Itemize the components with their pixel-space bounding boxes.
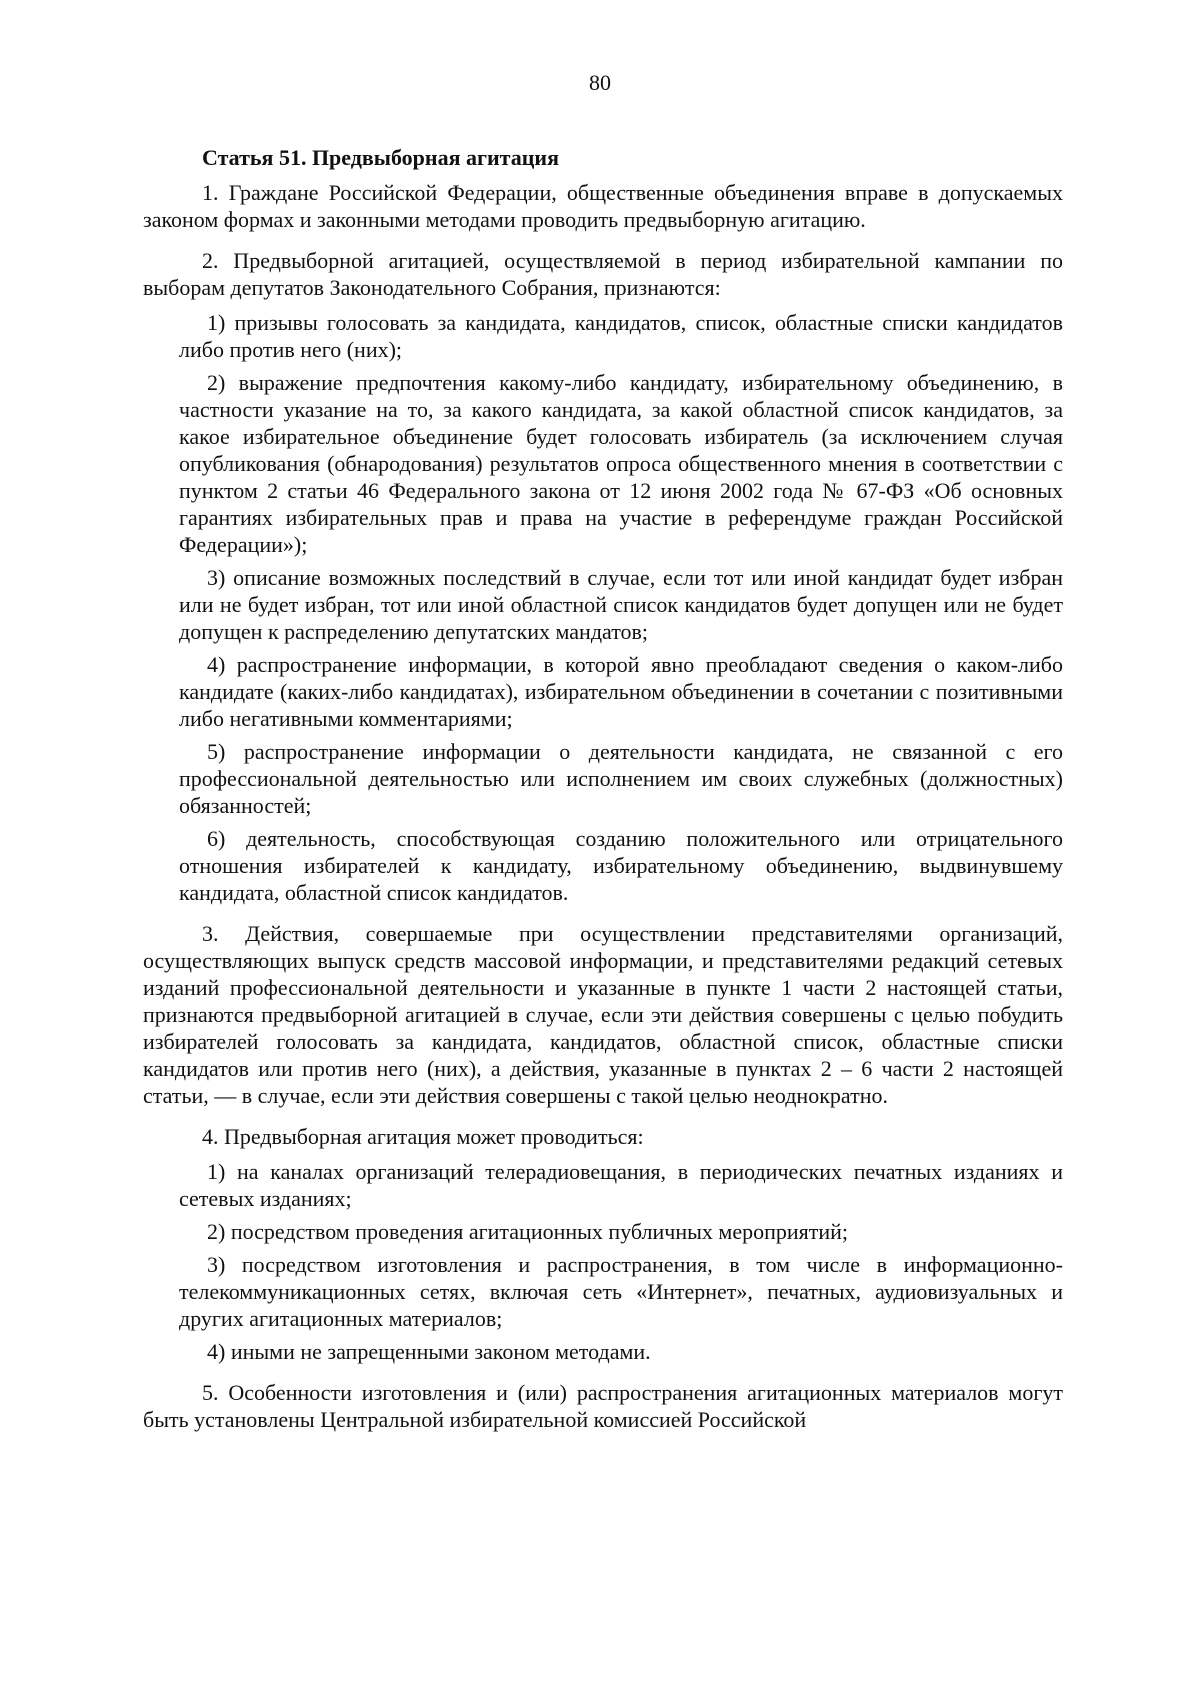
paragraph-2-item-3: 3) описание возможных последствий в случае, если тот или иной кандидат будет избран или не будет избран, тот или иной областной список кандидатов будет допущен или не будет допущен к распределению депутатских мандатов;	[179, 565, 1063, 644]
paragraph-4-item-2: 2) посредством проведения агитационных публичных мероприятий;	[207, 1219, 849, 1244]
paragraph-4-item-1: 1) на каналах организаций телерадиовещания, в периодических печатных изданиях и сетевых изданиях;	[179, 1159, 1063, 1211]
document-body	[143, 144, 1063, 1441]
paragraph-2-item-2: 2) выражение предпочтения какому-либо кандидату, избирательному объединению, в частности указание на то, за какого кандидата, за какой областной список кандидатов, за какое избирательное объединение будет голосовать избиратель (за исключением случая опубликования (обнародования) результатов опроса общественного мнения в соответствии с пунктом 2 статьи 46 Федерального закона от 12 июня 2002 года № 67-ФЗ «Об основных гарантиях избирательных прав и права на участие в референдуме граждан Российской Федерации»);	[179, 370, 1063, 557]
paragraph-3: 3. Действия, совершаемые при осуществлении представителями организаций, осуществляющих выпуск средств массовой информации, и представителями редакций сетевых изданий профессиональной деятельности и указанные в пункте 1 части 2 настоящей статьи, признаются предвыборной агитацией в случае, если эти действия совершены с целью побудить избирателей голосовать за кандидата, кандидатов, областной список, областные списки кандидатов или против него (них), а действия, указанные в пунктах 2 – 6 части 2 настоящей статьи, — в случае, если эти действия совершены с такой целью неоднократно.	[143, 921, 1063, 1108]
paragraph-4-item-3: 3) посредством изготовления и распространения, в том числе в информационно-телекоммуникационных сетях, включая сеть «Интернет», печатных, аудиовизуальных и других агитационных материалов;	[179, 1252, 1063, 1331]
paragraph-2-item-4: 4) распространение информации, в которой явно преобладают сведения о каком-либо кандидате (каких-либо кандидатах), избирательном объединении в сочетании с позитивными либо негативными комментариями;	[179, 652, 1063, 731]
paragraph-2-item-5: 5) распространение информации о деятельности кандидата, не связанной с его профессиональной деятельностью или исполнением им своих служебных (должностных) обязанностей;	[179, 739, 1063, 818]
article-title: Статья 51. Предвыборная агитация	[202, 145, 559, 170]
paragraph-4: 4. Предвыборная агитация может проводиться:	[202, 1124, 644, 1149]
page-number: 80	[589, 70, 611, 95]
paragraph-2-item-1: 1) призывы голосовать за кандидата, кандидатов, список, областные списки кандидатов либо против него (них);	[179, 310, 1063, 362]
paragraph-2: 2. Предвыборной агитацией, осуществляемой в период избирательной кампании по выборам депутатов Законодательного Собрания, признаются:	[143, 248, 1063, 300]
paragraph-1: 1. Граждане Российской Федерации, общественные объединения вправе в допускаемых законом формах и законными методами проводить предвыборную агитацию.	[143, 180, 1063, 232]
paragraph-4-item-4: 4) иными не запрещенными законом методами.	[207, 1339, 651, 1364]
paragraph-2-item-6: 6) деятельность, способствующая созданию положительного или отрицательного отношения избирателей к кандидату, избирательному объединению, выдвинувшему кандидата, областной список кандидатов.	[179, 826, 1063, 905]
paragraph-5: 5. Особенности изготовления и (или) распространения агитационных материалов могут быть установлены Центральной избирательной комиссией Российской	[143, 1380, 1063, 1432]
